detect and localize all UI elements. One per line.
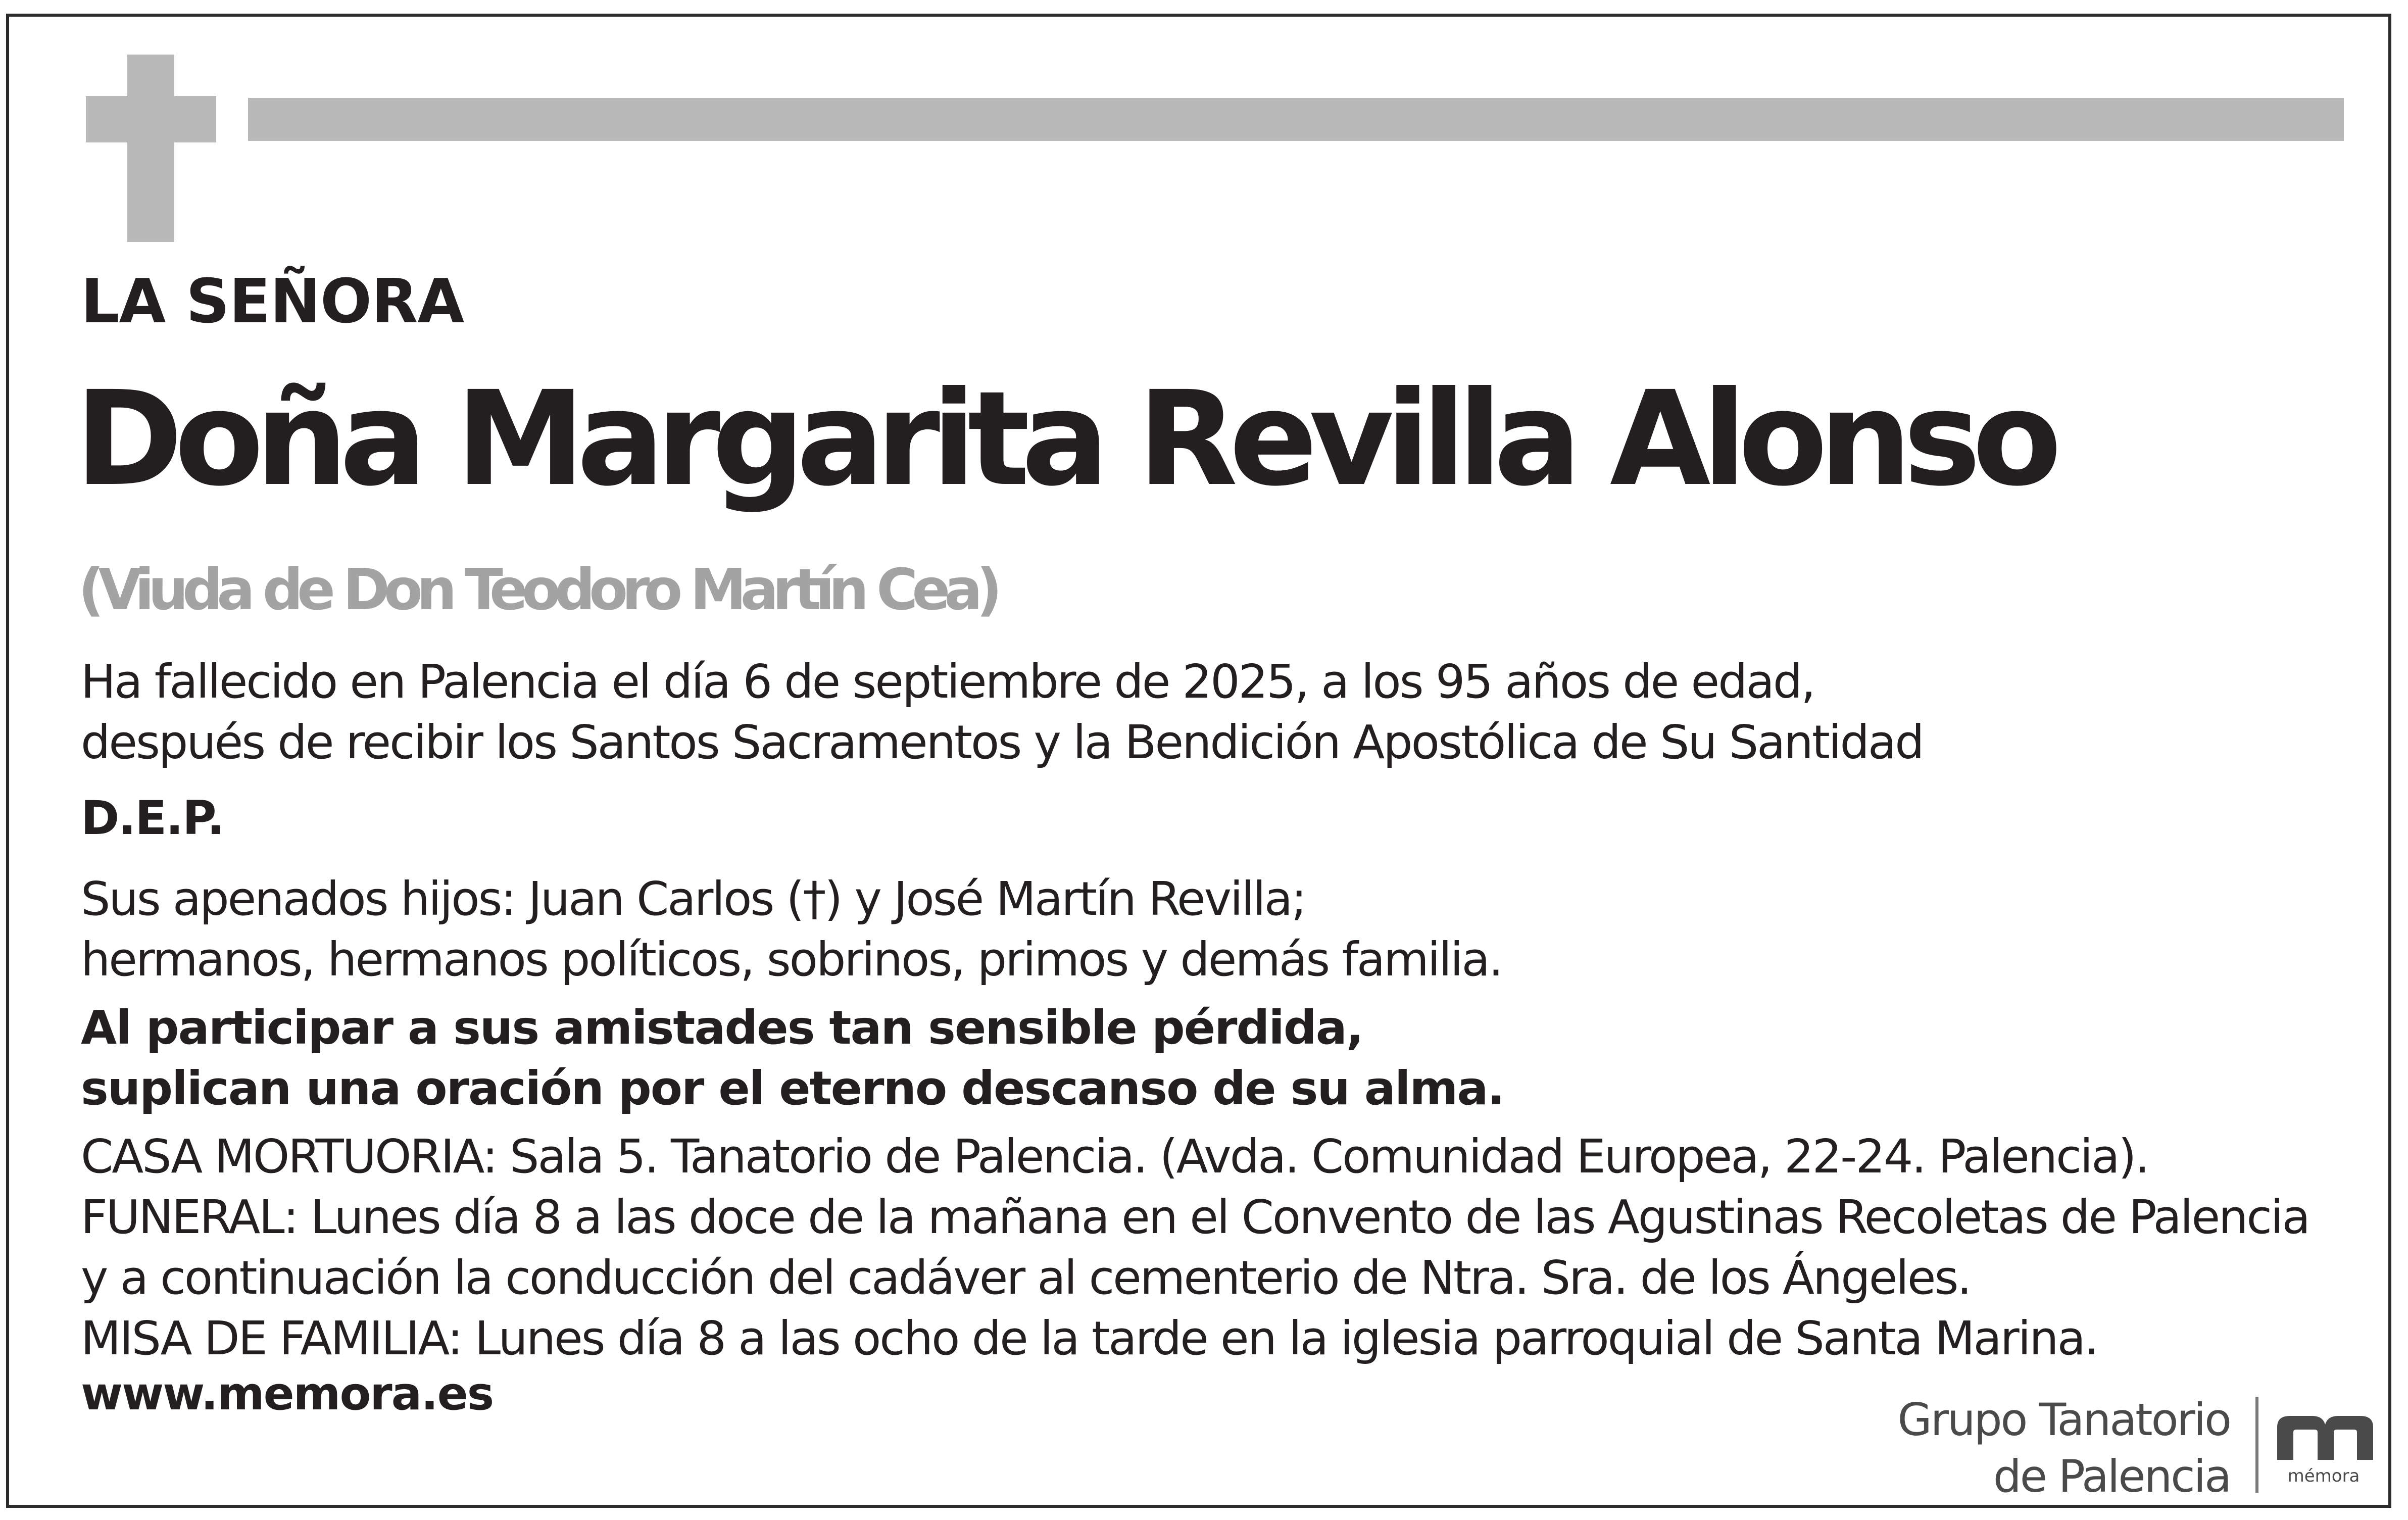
passing-line: Ha fallecido en Palencia el día 6 de septiembre de 2025, a los 95 años de edad,	[81, 655, 1814, 709]
deceased-name: Doña Margarita Revilla Alonso	[75, 363, 2053, 515]
service-line: FUNERAL: Lunes día 8 a las doce de la mañana en el Convento de las Agustinas Recoletas de Palencia	[81, 1190, 2309, 1244]
website-link[interactable]: www.memora.es	[81, 1367, 494, 1420]
service-details	[81, 1126, 2309, 1369]
header-rule	[248, 98, 2344, 141]
company-name-line: Grupo Tanatorio	[1897, 1394, 2230, 1446]
cross-icon	[127, 55, 174, 242]
family-line: Sus apenados hijos: Juan Carlos (†) y José Martín Revilla;	[81, 872, 1306, 926]
honorific-title: LA SEÑORA	[81, 267, 464, 337]
passing-announcement	[81, 652, 1923, 773]
family-list	[81, 869, 1502, 990]
prayer-line: Al participar a sus amistades tan sensible pérdida,	[81, 1001, 1363, 1055]
cross-icon-bar	[86, 96, 216, 142]
prayer-line: suplican una oración por el eterno descanso de su alma.	[81, 1061, 1504, 1115]
company-name-line: de Palencia	[1993, 1450, 2230, 1502]
prayer-request	[81, 998, 1504, 1119]
service-line: y a continuación la conducción del cadáver al cementerio de Ntra. Sra. de los Ángeles.	[81, 1251, 1971, 1305]
service-line: CASA MORTUORIA: Sala 5. Tanatorio de Palencia. (Avda. Comunidad Europea, 22-24. Palencia).	[81, 1130, 2148, 1184]
family-line: hermanos, hermanos políticos, sobrinos, primos y demás familia.	[81, 933, 1502, 987]
memora-m-logo-icon	[2272, 1412, 2378, 1503]
passing-line: después de recibir los Santos Sacramentos y la Bendición Apostólica de Su Santidad	[81, 715, 1923, 769]
logo-divider	[2255, 1397, 2258, 1493]
company-name	[1898, 1392, 2230, 1505]
widow-note: (Viuda de Don Teodoro Martín Cea)	[78, 557, 997, 623]
logo-wordmark: mémora	[2287, 1466, 2360, 1486]
rest-in-peace: D.E.P.	[81, 791, 224, 845]
service-line: MISA DE FAMILIA: Lunes día 8 a las ocho de la tarde en la iglesia parroquial de Santa Marina.	[81, 1311, 2098, 1365]
